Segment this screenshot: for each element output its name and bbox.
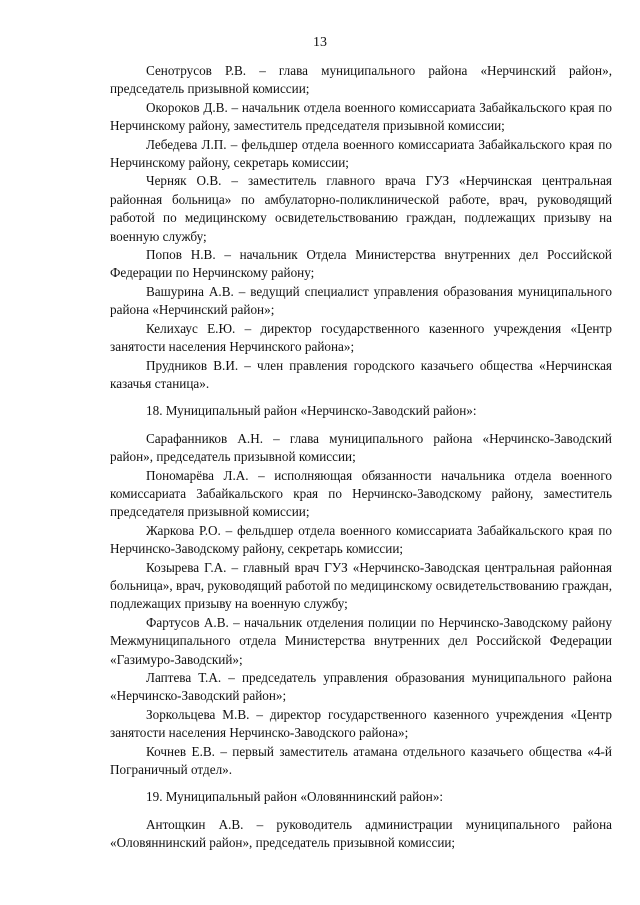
member-okorokov: Окороков Д.В. – начальник отдела военного комиссариата Забайкальского края по Нерчинскому району, заместитель председателя призывной комиссии; [110,99,612,134]
member-zharkova: Жаркова Р.О. – фельдшер отдела военного комиссариата Забайкальского края по Нерчинско-Заводскому району, секретарь комиссии; [110,522,612,557]
document-body [110,62,612,853]
member-kozyreva: Козырева Г.А. – главный врач ГУЗ «Нерчинско-Заводская центральная районная больница», врач, руководящий работой по медицинскому освидетельствованию граждан, подлежащих призыву на военную службу; [110,559,612,612]
member-zorkoltseva: Зоркольцева М.В. – директор государственного казенного учреждения «Центр занятости населения Нерчинско-Заводского района»; [110,706,612,741]
member-prudnikov: Прудников В.И. – член правления городского казачьего общества «Нерчинская казачья станица». [110,357,612,391]
member-antoshkin: Антощкин А.В. – руководитель администрации муниципального района «Оловяннинский район», председатель призывной комиссии; [110,816,612,851]
member-vashurina: Вашурина А.В. – ведущий специалист управления образования муниципального района «Нерчинский район»; [110,283,612,318]
member-sarafannikov: Сарафанников А.Н. – глава муниципального района «Нерчинско-Заводский район», председатель призывной комиссии; [110,430,612,465]
member-kelikhaus: Келихаус Е.Ю. – директор государственного казенного учреждения «Центр занятости населения Нерчинского района»; [110,320,612,355]
member-senotrusov: Сенотрусов Р.В. – глава муниципального района «Нерчинский район», председатель призывной комиссии; [110,63,612,97]
member-chernyak: Черняк О.В. – заместитель главного врача ГУЗ «Нерчинская центральная районная больница» по амбулаторно-поликлинической работе, врач, руководящий работой по медицинскому освидетельствованию граждан, подлежащих призыву на военную службу; [110,173,612,244]
member-lebedeva: Лебедева Л.П. – фельдшер отдела военного комиссариата Забайкальского края по Нерчинскому району, секретарь комиссии; [110,136,612,171]
page-number: 13 [313,35,327,50]
member-lapteva: Лаптева Т.А. – председатель управления образования муниципального района «Нерчинско-Заводский район»; [110,670,612,704]
member-ponomareva: Пономарёва Л.А. – исполняющая обязанности начальника отдела военного комиссариата Забайкальского края по Нерчинско-Заводскому району, заместитель председателя призывной комиссии; [110,467,612,520]
member-popov: Попов Н.В. – начальник Отдела Министерства внутренних дел Российской Федерации по Нерчинскому району; [110,247,612,281]
member-kochnev: Кочнев Е.В. – первый заместитель атамана отдельного казачьего общества «4-й Пограничный отдел». [110,743,612,778]
member-fartusov: Фартусов А.В. – начальник отделения полиции по Нерчинско-Заводскому району Межмуниципального отдела Министерства внутренних дел Российской Федерации «Газимуро-Заводский»; [110,614,612,667]
section-heading-18: 18. Муниципальный район «Нерчинско-Заводский район»: [146,403,477,419]
section-heading-19: 19. Муниципальный район «Оловяннинский район»: [146,789,444,805]
